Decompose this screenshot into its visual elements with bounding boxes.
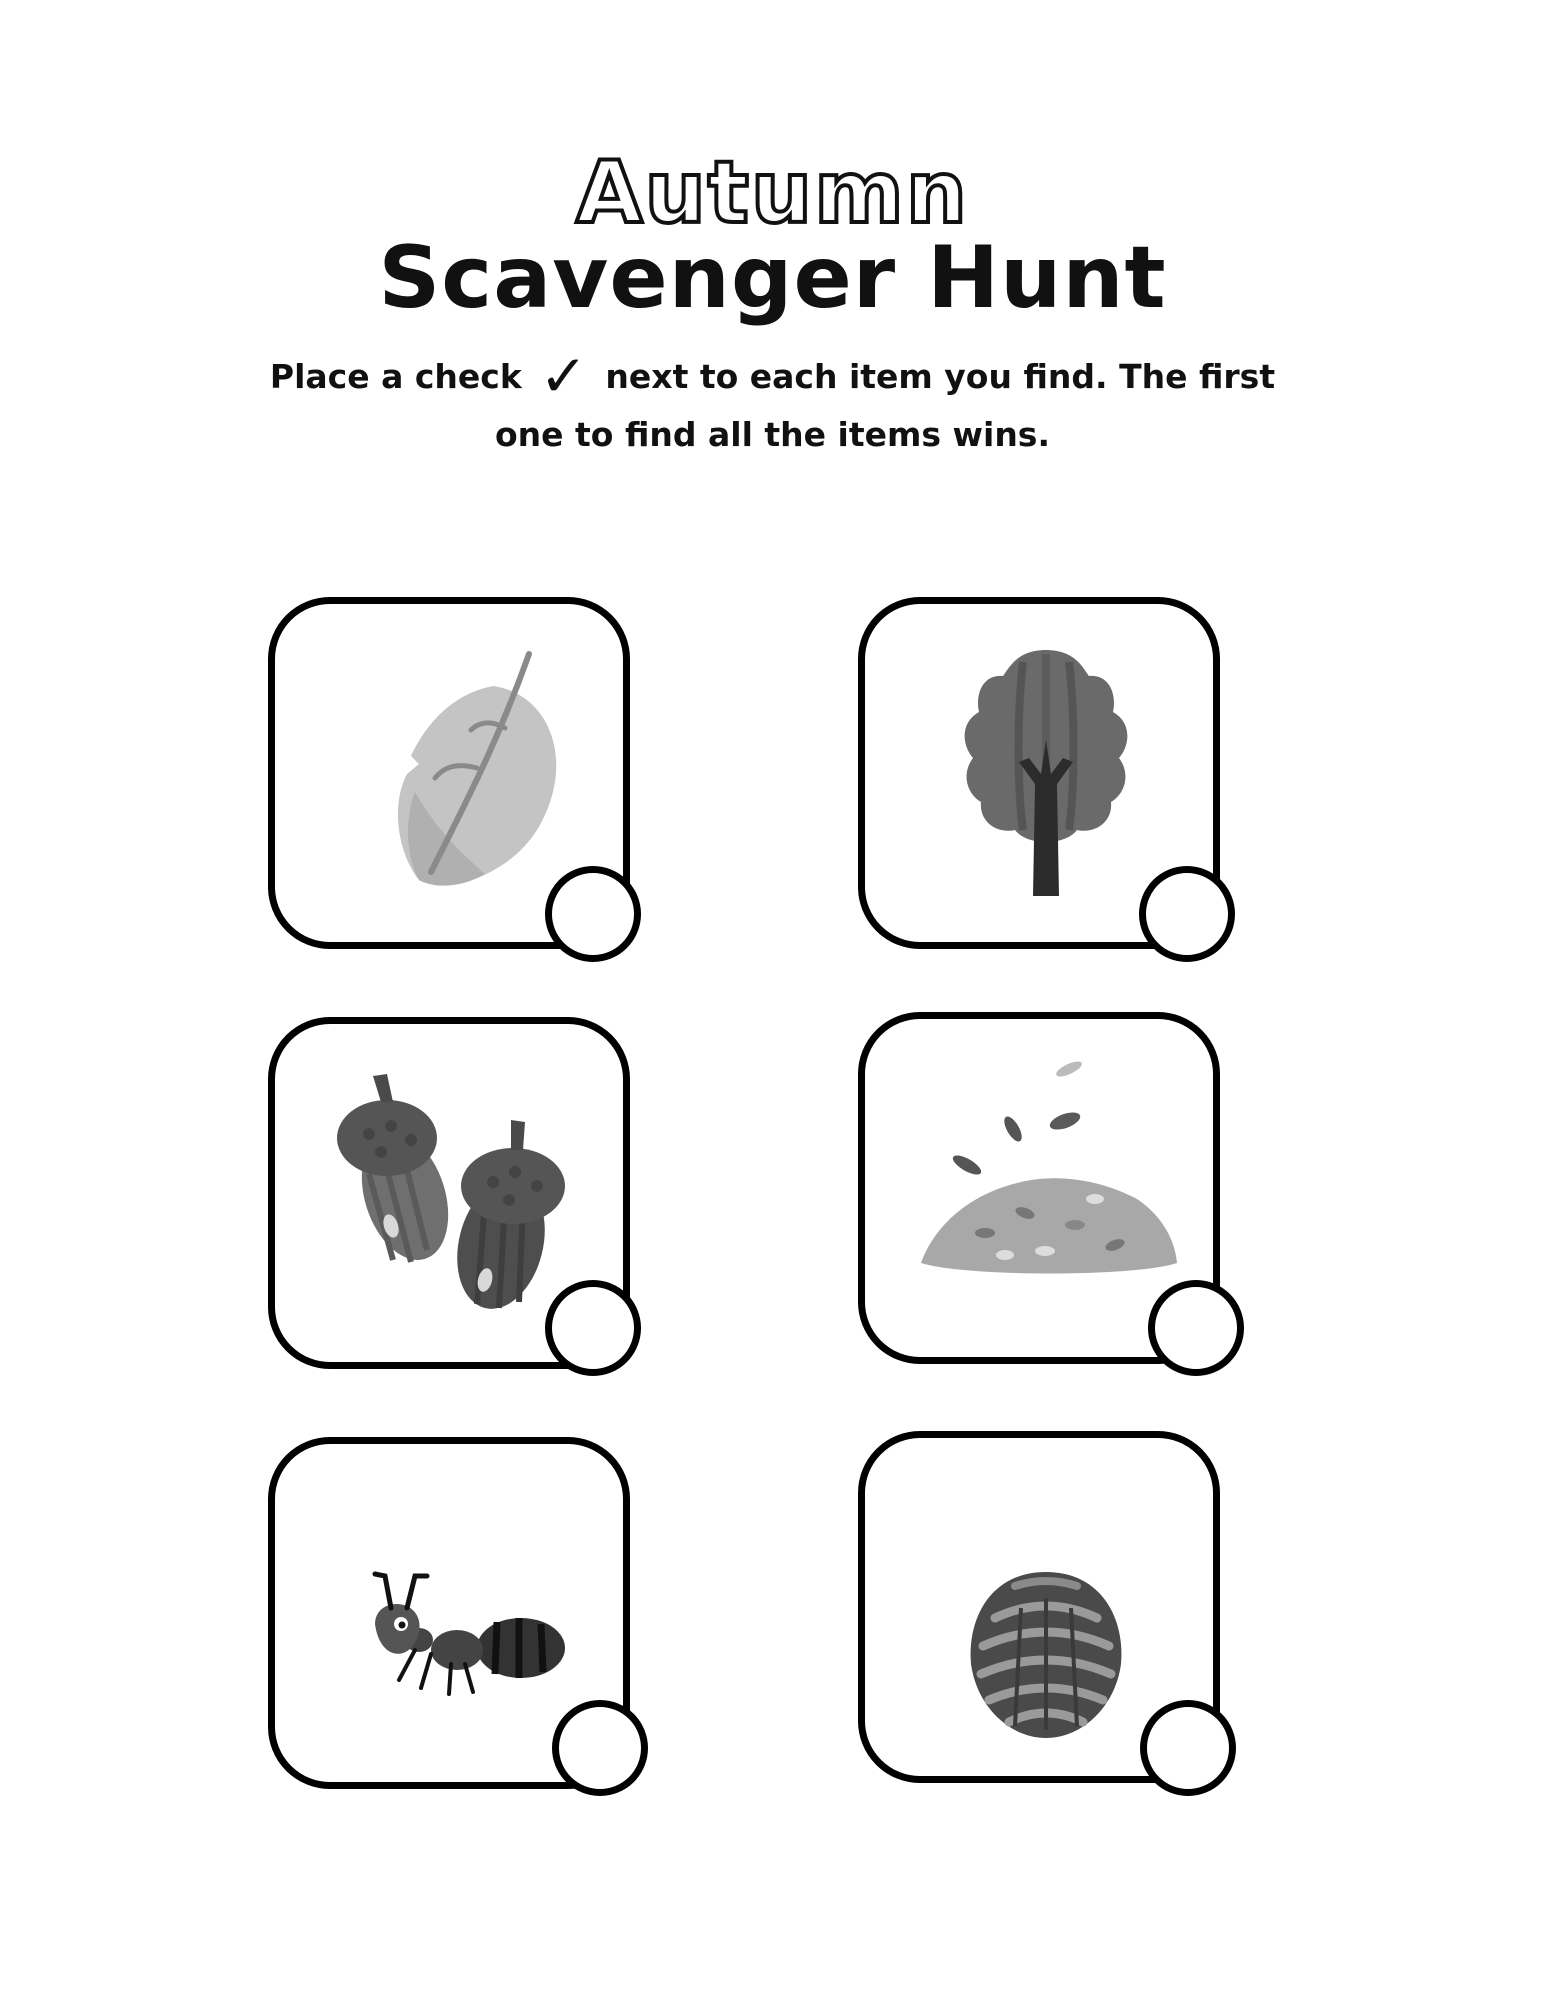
check-circle-1[interactable] bbox=[545, 866, 641, 962]
ant-icon bbox=[315, 1474, 597, 1756]
instructions-part-2: next to each item you find. The first one to find all the items wins. bbox=[494, 357, 1276, 454]
title-autumn: Autumn bbox=[576, 143, 969, 243]
acorns-icon bbox=[315, 1054, 597, 1336]
check-mark-icon: ✓ bbox=[539, 342, 588, 410]
leaf-icon bbox=[315, 634, 597, 916]
check-circle-4[interactable] bbox=[1148, 1280, 1244, 1376]
check-circle-5[interactable] bbox=[552, 1700, 648, 1796]
check-circle-3[interactable] bbox=[545, 1280, 641, 1376]
title-scavenger-hunt: Scavenger Hunt bbox=[378, 228, 1167, 328]
check-circle-2[interactable] bbox=[1139, 866, 1235, 962]
check-circle-6[interactable] bbox=[1140, 1700, 1236, 1796]
pinecone-icon bbox=[905, 1468, 1187, 1750]
tree-icon bbox=[905, 634, 1187, 916]
instructions bbox=[250, 342, 1295, 464]
leaf-pile-icon bbox=[905, 1049, 1187, 1331]
instructions-part-1: Place a check bbox=[269, 357, 522, 396]
